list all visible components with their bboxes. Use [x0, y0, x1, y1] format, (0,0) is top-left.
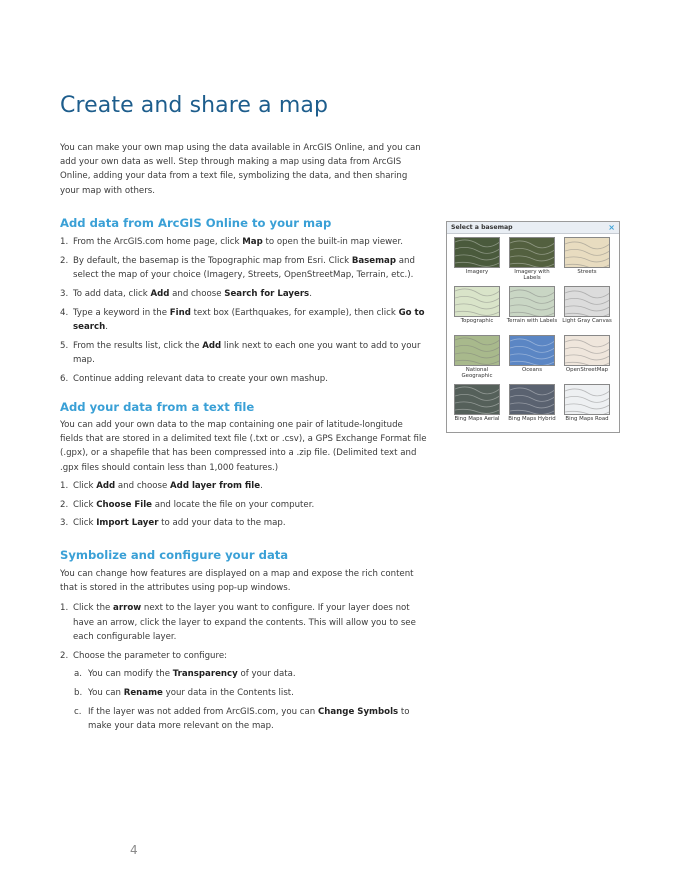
item-text: Click	[73, 499, 97, 510]
basemap-label: Topographic	[460, 318, 494, 324]
basemap-label: Imagery with Labels	[514, 269, 550, 282]
item-number: 1.	[60, 480, 69, 491]
section-heading-add-data: Add data from ArcGIS Online to your map	[60, 216, 332, 230]
basemap-label: Oceans	[521, 367, 543, 373]
item-text: to make your data more relevant on the map.	[88, 707, 410, 732]
basemap-panel-header	[447, 222, 619, 234]
item-text: .	[260, 480, 263, 491]
basemap-label: Bing Maps Hybrid	[508, 416, 556, 422]
item-text: You can	[88, 688, 124, 699]
basemap-label: Imagery	[465, 269, 489, 275]
section1-list	[60, 235, 428, 390]
intro-paragraph: You can make your own map using the data available in ArcGIS Online, and you can add your own data as well. Step through making a map using data from ArcGIS Online, adding your data from a text file, symbolizing the data, and then sharing your map with others.	[60, 143, 421, 196]
item-bold-text: Search for Layers	[224, 288, 310, 299]
item-bold-text: Change Symbols	[317, 707, 399, 717]
item-text: From the results list, click the	[73, 340, 203, 351]
map-pattern-icon	[455, 385, 500, 415]
page-title: Create and share a map	[60, 93, 329, 118]
basemap-option[interactable]	[560, 237, 614, 285]
item-bold-text: arrow	[113, 603, 142, 614]
basemap-option[interactable]	[450, 286, 504, 334]
basemap-label: National Geographic	[461, 367, 493, 380]
list-item	[60, 479, 428, 493]
item-text: and choose	[115, 480, 171, 491]
basemap-thumbnail	[454, 286, 500, 317]
item-letter: b.	[74, 688, 83, 699]
basemap-thumbnail	[564, 335, 610, 366]
section3-body	[60, 567, 428, 738]
map-pattern-icon	[455, 238, 500, 268]
item-text: text box (Earthquakes, for example), then click	[190, 307, 399, 318]
close-icon[interactable]: ×	[608, 223, 615, 232]
item-number: 2.	[60, 650, 69, 661]
basemap-label: OpenStreetMap	[565, 367, 609, 373]
map-pattern-icon	[510, 238, 555, 268]
basemap-option[interactable]	[560, 384, 614, 432]
item-number: 4.	[60, 307, 69, 318]
basemap-thumbnail	[509, 335, 555, 366]
item-text: and choose	[169, 288, 225, 299]
item-text: You can modify the	[88, 669, 173, 680]
item-text: Click the	[73, 603, 114, 614]
section3-list	[60, 601, 428, 662]
basemap-option[interactable]	[505, 335, 559, 383]
item-text: Choose the parameter to configure:	[73, 650, 228, 661]
list-item	[60, 254, 428, 282]
basemap-option[interactable]	[560, 286, 614, 334]
item-number: 2.	[60, 499, 69, 510]
basemap-label: Light Gray Canvas	[562, 318, 612, 324]
item-text: to open the built-in map viewer.	[262, 237, 403, 247]
item-number: 2.	[60, 255, 69, 266]
basemap-panel-title: Select a basemap	[451, 224, 513, 231]
item-text: link next to each one you want to add to your map.	[73, 340, 421, 365]
item-text: .	[105, 321, 108, 332]
basemap-thumbnail	[564, 384, 610, 415]
item-bold-text: Choose File	[96, 499, 152, 510]
item-number: 1.	[60, 237, 69, 247]
list-item	[60, 339, 428, 367]
map-pattern-icon	[565, 336, 610, 366]
basemap-label: Streets	[577, 269, 597, 275]
section2-list	[60, 479, 428, 531]
section-heading-symbolize: Symbolize and configure your data	[60, 548, 289, 562]
basemap-label: Terrain with Labels	[506, 318, 558, 324]
section-heading-text-file: Add your data from a text file	[60, 400, 255, 414]
basemap-thumbnail	[509, 384, 555, 415]
basemap-thumbnail	[454, 335, 500, 366]
list-item	[60, 235, 428, 249]
map-pattern-icon	[455, 336, 500, 366]
item-bold-text: Rename	[123, 688, 163, 699]
item-text: .	[309, 288, 312, 299]
list-item	[60, 516, 428, 530]
map-pattern-icon	[510, 336, 555, 366]
basemap-label: Bing Maps Road	[565, 416, 609, 422]
basemap-option[interactable]	[505, 384, 559, 432]
item-bold-text: Add layer from file	[170, 480, 261, 491]
list-item	[60, 372, 428, 386]
item-text: To add data, click	[73, 288, 151, 299]
list-item	[60, 667, 428, 681]
item-text: to add your data to the map.	[158, 518, 286, 529]
basemap-thumbnail	[564, 237, 610, 268]
item-text: Continue adding relevant data to create your own mashup.	[73, 373, 328, 384]
basemap-option[interactable]	[505, 286, 559, 334]
item-text: and select the map of your choice (Imagery, Streets, OpenStreetMap, Terrain, etc.).	[73, 255, 415, 280]
page-number: 4	[130, 843, 138, 857]
list-item	[60, 498, 428, 512]
basemap-option[interactable]	[450, 384, 504, 432]
item-bold-text: Map	[242, 237, 263, 247]
section2-body	[60, 418, 428, 535]
item-text: Click	[73, 480, 97, 491]
list-item	[60, 287, 428, 301]
item-text: From the ArcGIS.com home page, click	[73, 237, 243, 247]
map-pattern-icon	[565, 287, 610, 317]
map-pattern-icon	[565, 385, 610, 415]
item-number: 5.	[60, 340, 69, 351]
basemap-option[interactable]	[450, 237, 504, 285]
section3-paragraph: You can change how features are displayed on a map and expose the rich content that is stored in the attributes using pop-up windows.	[60, 569, 414, 594]
list-item	[60, 306, 428, 334]
section3-sublist	[60, 667, 428, 733]
basemap-thumbnail	[509, 237, 555, 268]
item-text: your data in the Contents list.	[162, 688, 294, 699]
list-item	[60, 686, 428, 700]
basemap-thumbnail	[454, 237, 500, 268]
map-pattern-icon	[510, 287, 555, 317]
section2-paragraph: You can add your own data to the map containing one pair of latitude-longitude fields that are stored in a delimited text file (.txt or .csv), a GPS Exchange Format file (.gpx), or a shapefile that has been compressed into a .zip file. (Delimited text and .gpx files should contain less than 1,000 features.)	[60, 420, 427, 473]
map-pattern-icon	[510, 385, 555, 415]
basemap-option[interactable]	[450, 335, 504, 383]
item-letter: c.	[74, 707, 82, 717]
item-letter: a.	[74, 669, 82, 680]
item-text: If the layer was not added from ArcGIS.com, you can	[88, 707, 318, 717]
map-pattern-icon	[565, 238, 610, 268]
list-item	[60, 601, 428, 644]
basemap-label: Bing Maps Aerial	[454, 416, 500, 422]
item-bold-text: Add	[202, 340, 222, 351]
item-text: By default, the basemap is the Topographic map from Esri. Click	[73, 255, 352, 266]
item-number: 3.	[60, 288, 69, 299]
item-bold-text: Add	[96, 480, 116, 491]
basemap-option[interactable]	[560, 335, 614, 383]
item-bold-text: Import Layer	[96, 518, 159, 529]
item-number: 3.	[60, 518, 69, 529]
basemap-thumbnail	[564, 286, 610, 317]
item-bold-text: Go to search	[73, 307, 425, 332]
item-number: 6.	[60, 373, 69, 384]
item-text: next to the layer you want to configure. If your layer does not have an arrow, click the layer to expand the contents. This will allow you to see each configurable layer.	[73, 603, 416, 642]
list-item	[60, 649, 428, 663]
basemap-option[interactable]	[505, 237, 559, 285]
item-text: and locate the file on your computer.	[151, 499, 315, 510]
list-item	[60, 705, 428, 733]
item-bold-text: Add	[150, 288, 170, 299]
item-bold-text: Find	[169, 307, 191, 318]
item-bold-text: Transparency	[172, 669, 238, 680]
item-number: 1.	[60, 603, 69, 614]
item-text: Type a keyword in the	[73, 307, 170, 318]
basemap-panel	[446, 221, 620, 433]
basemap-thumbnail	[454, 384, 500, 415]
basemap-thumbnail	[509, 286, 555, 317]
item-text: of your data.	[237, 669, 296, 680]
map-pattern-icon	[455, 287, 500, 317]
item-bold-text: Basemap	[351, 255, 397, 266]
item-text: Click	[73, 518, 97, 529]
